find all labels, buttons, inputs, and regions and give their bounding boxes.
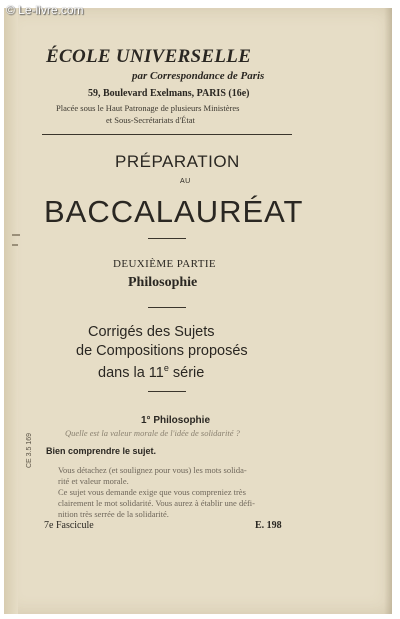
excerpt-line: nition très serrée de la solidarité. <box>58 509 169 519</box>
corriges-line-3 <box>98 363 204 381</box>
corriges-line-3-prefix: dans la 11 <box>98 364 164 381</box>
excerpt-line: rité et valeur morale. <box>58 476 129 486</box>
corriges-line-2: de Compositions proposés <box>76 343 248 359</box>
school-name: ÉCOLE UNIVERSELLE <box>46 46 252 67</box>
document-code: E. 198 <box>255 520 282 531</box>
short-divider <box>148 307 186 308</box>
header-divider <box>42 134 292 135</box>
fascicule-label: 7e Fascicule <box>44 520 94 531</box>
excerpt-heading: 1° Philosophie <box>141 415 211 426</box>
excerpt-line: clairement le mot solidarité. Vous aurez à établir une défi- <box>58 498 256 508</box>
excerpt-question: Quelle est la valeur morale de l'idée de solidarité ? <box>65 428 240 438</box>
title-preparation: PRÉPARATION <box>115 152 240 171</box>
patronage-line-2: et Sous-Secrétariats d'État <box>106 115 195 125</box>
title-baccalaureat: BACCALAURÉAT <box>44 194 304 229</box>
spine-edge <box>4 8 18 614</box>
excerpt-subheading: Bien comprendre le sujet. <box>46 446 157 456</box>
library-stamp <box>22 410 38 490</box>
school-address: 59, Boulevard Exelmans, PARIS (16e) <box>88 88 250 99</box>
excerpt-line: Ce sujet vous demande exige que vous compreniez très <box>58 487 246 497</box>
edge-mark <box>12 234 20 236</box>
stamp-text: CE 3.5 169 <box>26 432 34 468</box>
corriges-line-3-suffix: série <box>168 364 205 381</box>
school-subtitle: par Correspondance de Paris <box>132 70 265 82</box>
title-au: AU <box>180 178 191 185</box>
corriges-line-1: Corrigés des Sujets <box>88 324 215 340</box>
short-divider <box>148 238 186 239</box>
page-edge-shadow <box>384 8 392 614</box>
excerpt-line: Vous détachez (et soulignez pour vous) les mots solida- <box>58 465 247 475</box>
short-divider <box>148 391 186 392</box>
edge-mark <box>12 244 18 246</box>
part-label: DEUXIÈME PARTIE <box>113 258 217 270</box>
watermark: © Le-livre.com <box>6 3 84 17</box>
patronage-line-1: Placée sous le Haut Patronage de plusieurs Ministères <box>56 103 240 113</box>
subject-title: Philosophie <box>128 275 198 290</box>
corriges-line-3-sup: e <box>163 363 169 373</box>
